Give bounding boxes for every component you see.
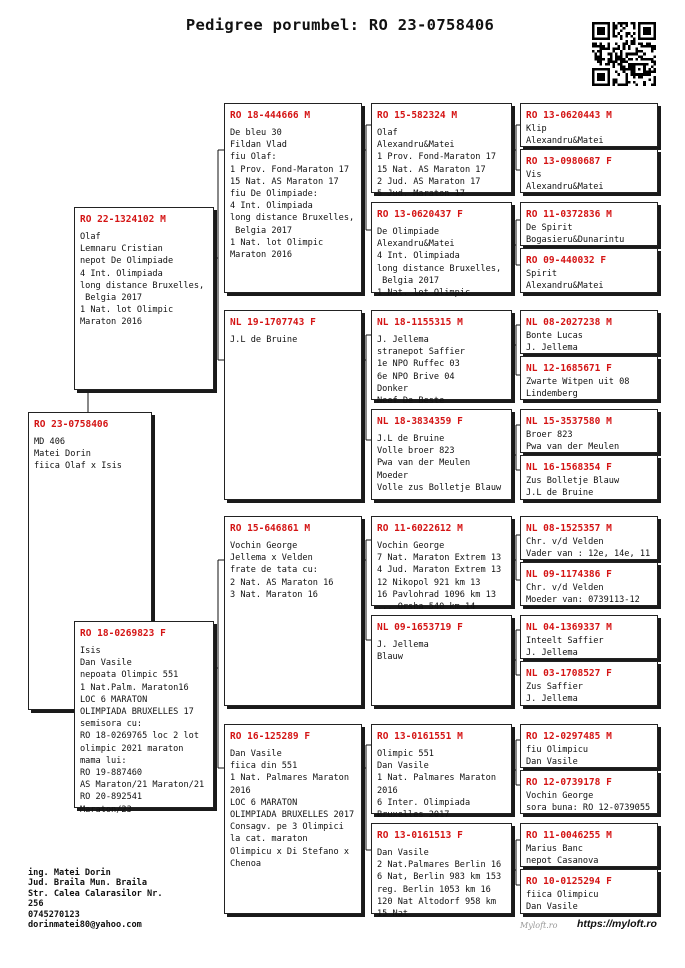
gen4-details: fiu Olimpicu Dan Vasile (526, 745, 589, 767)
gen4-ring-number: NL 12-1685671 F (526, 363, 612, 374)
subject-details: MD 406 Matei Dorin fiica Olaf x Isis (34, 437, 122, 472)
great-grandparent-details: Vochin George 7 Nat. Maraton Extrem 13 4 Jud. Maraton Extrem 13 12 Nikopol 921 km 13 16 Pavlohrad 1096 km 13 ... Orsha 540 km 14 (377, 541, 502, 613)
grandparent-card-1 (224, 103, 362, 293)
great-grandparent-card-6 (371, 615, 512, 706)
page-title: Pedigree porumbel: RO 23-0758406 (185, 16, 495, 34)
great-grandparent-ring-number: RO 15-582324 M (377, 110, 458, 121)
gen4-ring-number: RO 12-0297485 M (526, 731, 612, 742)
great-grandparent-card-2 (371, 202, 512, 299)
grandparent-ring-number: NL 19-1707743 F (230, 317, 316, 328)
gen4-card-11 (520, 615, 658, 659)
gen4-ring-number: NL 04-1369337 M (526, 622, 612, 633)
gen4-card-6 (520, 356, 658, 400)
dam-ring-number: RO 18-0269823 F (80, 628, 166, 639)
subject-ring-number: RO 23-0758406 (34, 419, 109, 430)
grandparent-details: Vochin George Jellema x Velden frate de tata cu: 2 Nat. AS Maraton 16 3 Nat. Maraton 16 (230, 541, 334, 600)
great-grandparent-ring-number: RO 11-6022612 M (377, 523, 463, 534)
gen4-card-15 (520, 823, 658, 867)
grandparent-details: Dan Vasile fiica din 551 1 Nat. Palmares Maraton 2016 LOC 6 MARATON OLIMPIADA BRUXELLES 2017 Consagv. pe 3 Olimpici la cat. maraton Olimpicu x Di Stefano x Chenoa (230, 749, 355, 869)
gen4-card-10 (520, 562, 658, 606)
gen4-card-1 (520, 103, 658, 147)
great-grandparent-ring-number: RO 13-0161513 F (377, 830, 463, 841)
gen4-details: Zus Bolletje Blauw J.L de Bruine (526, 476, 620, 498)
gen4-details: Chr. v/d Velden Vader van : 12e, 14e, 11 (526, 537, 651, 559)
gen4-ring-number: NL 09-1174386 F (526, 569, 612, 580)
sire-ring-number: RO 22-1324102 M (80, 214, 166, 225)
gen4-ring-number: RO 13-0980687 F (526, 156, 612, 167)
gen4-details: De Spirit Bogasieru&Dunarintu (526, 223, 625, 245)
great-grandparent-card-7 (371, 724, 512, 821)
gen4-card-2 (520, 149, 658, 193)
grandparent-ring-number: RO 18-444666 M (230, 110, 311, 121)
gen4-details: Marius Banc nepot Casanova (526, 844, 599, 866)
gen4-ring-number: RO 10-0125294 F (526, 876, 612, 887)
gen4-details: Vis Alexandru&Matei (526, 170, 604, 192)
great-grandparent-details: Olaf Alexandru&Matei 1 Prov. Fond-Maraton 17 15 Nat. AS Maraton 17 2 Jud. AS Maraton 17 5 Jud. Maraton 17 (377, 128, 496, 200)
great-grandparent-details: De Olimpiade Alexandru&Matei 4 Int. Olimpiada long distance Bruxelles, Belgia 2017 1 Nat. lot Olimpic (377, 227, 502, 299)
breeder-contact: ing. Matei Dorin Jud. Braila Mun. Braila Str. Calea Calarasilor Nr. 256 0745270123 dorinmatei80@yahoo.com (28, 868, 163, 931)
gen4-ring-number: NL 03-1708527 F (526, 668, 612, 679)
gen4-ring-number: NL 16-1568354 F (526, 462, 612, 473)
grandparent-details: J.L de Bruine (230, 335, 298, 345)
gen4-ring-number: RO 12-0739178 F (526, 777, 612, 788)
grandparent-ring-number: RO 16-125289 F (230, 731, 311, 742)
gen4-details: Chr. v/d Velden Moeder van: 0739113-12 (526, 583, 640, 605)
great-grandparent-ring-number: NL 18-3834359 F (377, 416, 463, 427)
site-url-link[interactable]: https://myloft.ro (577, 918, 657, 930)
dam-details: Isis Dan Vasile nepoata Olimpic 551 1 Nat.Palm. Maraton16 LOC 6 MARATON OLIMPIADA BRUXELLES 17 semisora cu: RO 18-0269765 loc 2 lot olimpic 2021 maraton mama lui: RO 19-887460 AS Maraton/21 Maraton/21 RO 20-892541 Maraton/23 (80, 646, 205, 815)
great-grandparent-details: J. Jellema stranepot Saffier 1e NPO Ruffec 03 6e NPO Brive 04 Donker Neef De Beste (377, 335, 465, 407)
grandparent-ring-number: RO 15-646861 M (230, 523, 311, 534)
grandparent-card-4 (224, 724, 362, 914)
gen4-ring-number: NL 08-1525357 M (526, 523, 612, 534)
gen4-details: Klip Alexandru&Matei (526, 124, 604, 146)
gen4-details: Vochin George sora buna: RO 12-0739055 (526, 791, 651, 813)
dam-card (74, 621, 214, 815)
gen4-card-12 (520, 661, 658, 706)
gen4-details: Zus Saffier J. Jellema (526, 682, 583, 704)
great-grandparent-card-5 (371, 516, 512, 613)
gen4-ring-number: RO 09-440032 F (526, 255, 607, 266)
gen4-details: Zwarte Witpen uit 08 Lindemberg (526, 377, 630, 399)
great-grandparent-ring-number: RO 13-0161551 M (377, 731, 463, 742)
great-grandparent-card-1 (371, 103, 512, 200)
gen4-card-14 (520, 770, 658, 814)
great-grandparent-card-3 (371, 310, 512, 407)
great-grandparent-card-4 (371, 409, 512, 500)
great-grandparent-details: J.L de Bruine Volle broer 823 Pwa van der Meulen Moeder Volle zus Bolletje Blauw (377, 434, 502, 493)
gen4-card-9 (520, 516, 658, 560)
gen4-details: Broer 823 Pwa van der Meulen (526, 430, 620, 452)
gen4-details: Spirit Alexandru&Matei (526, 269, 604, 291)
gen4-card-7 (520, 409, 658, 453)
gen4-details: fiica Olimpicu Dan Vasile (526, 890, 599, 912)
gen4-ring-number: NL 15-3537580 M (526, 416, 612, 427)
great-grandparent-ring-number: NL 18-1155315 M (377, 317, 463, 328)
grandparent-details: De bleu 30 Fildan Vlad fiu Olaf: 1 Prov. Fond-Maraton 17 15 Nat. AS Maraton 17 fiu De Olimpiade: 4 Int. Olimpiada long distance Bruxelles, Belgia 2017 1 Nat. lot Olimpic Maraton 2016 (230, 128, 355, 261)
gen4-card-16 (520, 869, 658, 914)
gen4-card-5 (520, 310, 658, 354)
great-grandparent-ring-number: NL 09-1653719 F (377, 622, 463, 633)
gen4-card-8 (520, 455, 658, 500)
sire-details: Olaf Lemnaru Cristian nepot De Olimpiade 4 Int. Olimpiada long distance Bruxelles, Belgia 2017 1 Nat. lot Olimpic Maraton 2016 (80, 232, 205, 328)
grandparent-card-3 (224, 516, 362, 706)
great-grandparent-details: Olimpic 551 Dan Vasile 1 Nat. Palmares Maraton 2016 6 Inter. Olimpiada Bruxelles 2017 (377, 749, 496, 821)
great-grandparent-details: Dan Vasile 2 Nat.Palmares Berlin 16 6 Nat, Berlin 983 km 153 reg. Berlin 1053 km 16 120 Nat Altodorf 958 km 15 Nat (377, 848, 502, 920)
great-grandparent-card-8 (371, 823, 512, 920)
gen4-ring-number: RO 11-0372836 M (526, 209, 612, 220)
gen4-ring-number: NL 08-2027238 M (526, 317, 612, 328)
great-grandparent-details: J. Jellema Blauw (377, 640, 429, 663)
gen4-details: Inteelt Saffier J. Jellema (526, 636, 604, 658)
grandparent-card-2 (224, 310, 362, 500)
gen4-details: Bonte Lucas J. Jellema (526, 331, 583, 353)
sire-card (74, 207, 214, 390)
gen4-card-4 (520, 248, 658, 293)
gen4-card-3 (520, 202, 658, 246)
gen4-ring-number: RO 11-0046255 M (526, 830, 612, 841)
site-signature: Myloft.ro (520, 921, 558, 930)
gen4-ring-number: RO 13-0620443 M (526, 110, 612, 121)
gen4-card-13 (520, 724, 658, 768)
great-grandparent-ring-number: RO 13-0620437 F (377, 209, 463, 220)
